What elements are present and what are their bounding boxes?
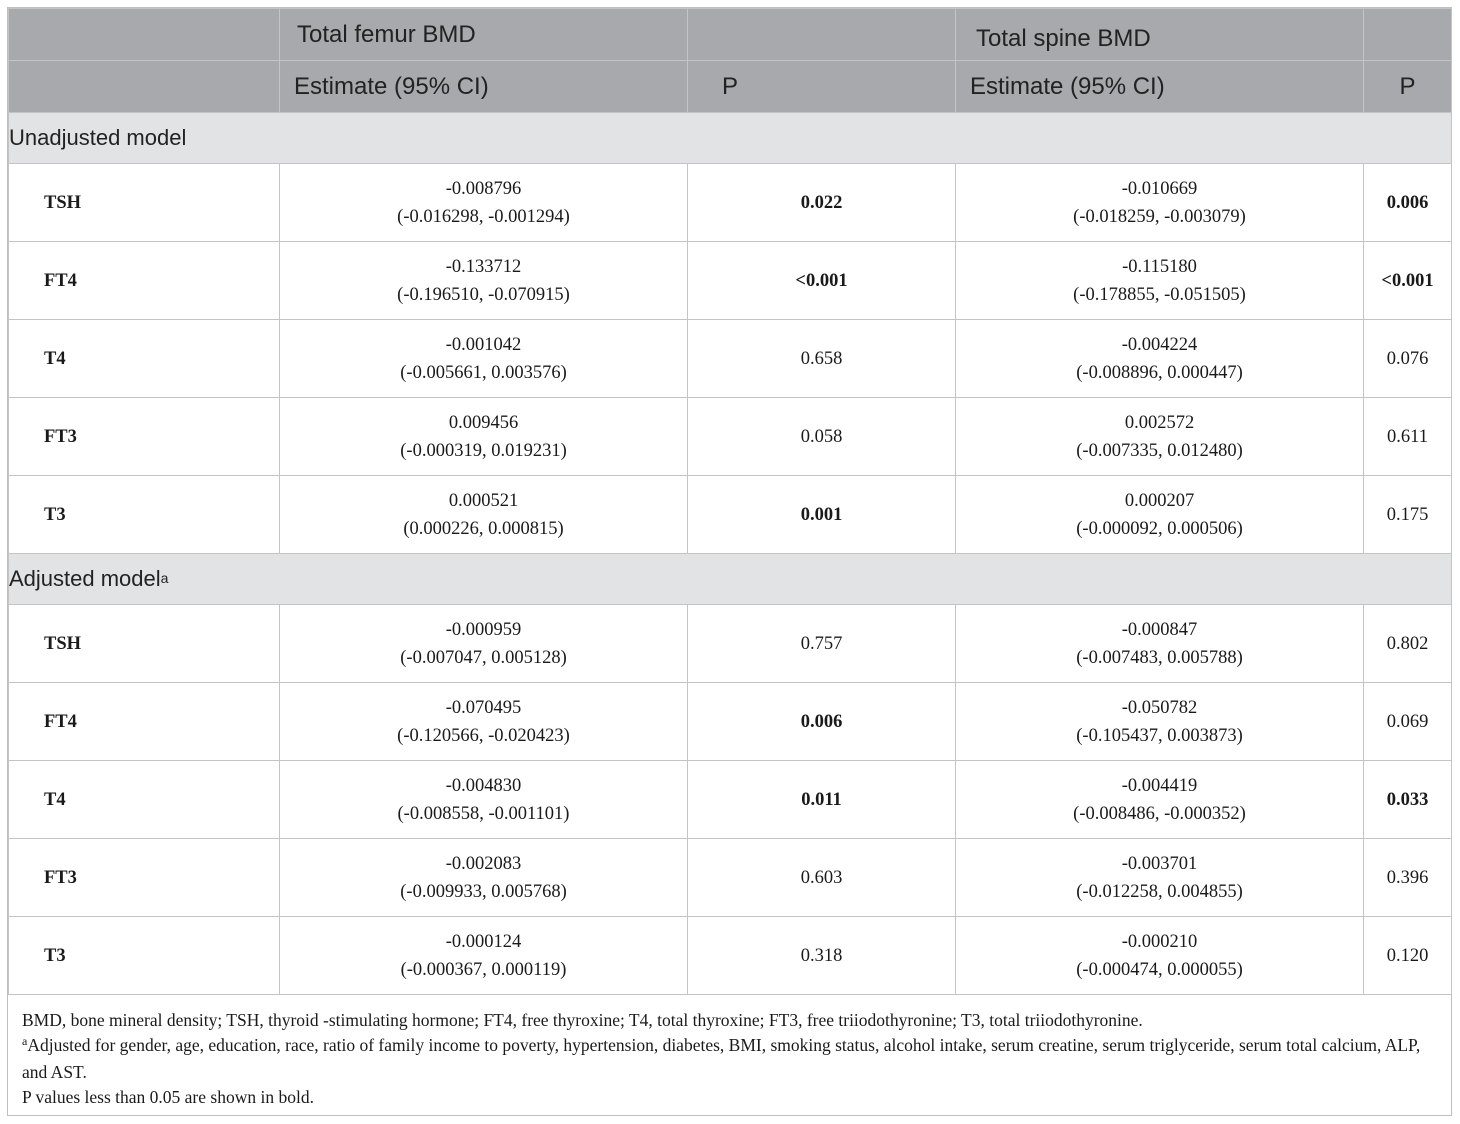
femur-estimate-cell (280, 839, 688, 917)
femur-estimate-cell (280, 605, 688, 683)
spine-p-cell: 0.033 (1364, 761, 1452, 839)
femur-estimate: -0.000124 (445, 931, 522, 952)
spine-estimate: -0.003701 (1121, 853, 1198, 874)
spine-estimate-cell (956, 320, 1364, 398)
spine-p-cell: 0.076 (1364, 320, 1452, 398)
femur-ci: (-0.008558, -0.001101) (397, 803, 570, 824)
variable-cell: FT3 (9, 398, 280, 476)
spine-ci: (-0.012258, 0.004855) (1076, 881, 1243, 902)
femur-estimate: -0.001042 (445, 334, 522, 355)
spine-estimate-cell (956, 917, 1364, 995)
spine-estimate-cell (956, 683, 1364, 761)
table-row (9, 242, 1452, 320)
spine-group-title: Total spine BMD (956, 9, 1364, 61)
variable-cell: FT4 (9, 242, 280, 320)
femur-estimate-cell (280, 242, 688, 320)
femur-ci: (-0.009933, 0.005768) (400, 881, 567, 902)
spine-estimate-header: Estimate (95% CI) (956, 61, 1364, 113)
femur-p-cell: 0.001 (688, 476, 956, 554)
spine-ci: (-0.008486, -0.000352) (1073, 803, 1246, 824)
spine-estimate-cell (956, 164, 1364, 242)
spine-estimate-cell (956, 605, 1364, 683)
header-blank-cell (1364, 9, 1452, 61)
adjusted-model-note (22, 1033, 1440, 1085)
femur-estimate: -0.002083 (445, 853, 522, 874)
spine-ci: (-0.007483, 0.005788) (1076, 647, 1243, 668)
spine-estimate-cell (956, 242, 1364, 320)
femur-ci: (-0.120566, -0.020423) (397, 725, 570, 746)
variable-cell: TSH (9, 164, 280, 242)
table-row (9, 683, 1452, 761)
femur-p-cell: 0.022 (688, 164, 956, 242)
table-footnotes (22, 1008, 1440, 1110)
spine-p-header: P (1364, 61, 1452, 113)
table-row (9, 164, 1452, 242)
femur-p-cell: 0.011 (688, 761, 956, 839)
femur-p-cell: 0.058 (688, 398, 956, 476)
spine-estimate-cell (956, 476, 1364, 554)
spine-estimate: -0.000210 (1121, 931, 1198, 952)
variable-cell: FT4 (9, 683, 280, 761)
spine-estimate: -0.115180 (1122, 256, 1197, 277)
femur-p-cell: 0.006 (688, 683, 956, 761)
table-row (9, 476, 1452, 554)
femur-p-cell: 0.603 (688, 839, 956, 917)
spine-p-cell: 0.006 (1364, 164, 1452, 242)
spine-estimate-cell (956, 398, 1364, 476)
table-row (9, 839, 1452, 917)
spine-estimate: 0.002572 (1124, 412, 1195, 433)
table-row (9, 761, 1452, 839)
header-blank-cell (9, 61, 280, 113)
section-title-text: Adjusted model (9, 566, 161, 591)
femur-p-cell: 0.318 (688, 917, 956, 995)
spine-ci: (-0.105437, 0.003873) (1076, 725, 1243, 746)
femur-estimate-cell (280, 320, 688, 398)
spine-estimate-cell (956, 839, 1364, 917)
femur-ci: (-0.000319, 0.019231) (400, 440, 567, 461)
results-table (8, 8, 1452, 995)
table-row (9, 398, 1452, 476)
spine-ci: (-0.007335, 0.012480) (1076, 440, 1243, 461)
spine-estimate: -0.004419 (1121, 775, 1198, 796)
header-blank-cell (9, 9, 280, 61)
spine-ci: (-0.000092, 0.000506) (1076, 518, 1243, 539)
section-title (9, 554, 1452, 605)
header-row-columns (9, 61, 1452, 113)
section-title-text: Unadjusted model (9, 125, 187, 150)
variable-cell: T3 (9, 476, 280, 554)
femur-ci: (-0.000367, 0.000119) (400, 959, 567, 980)
femur-estimate-cell (280, 398, 688, 476)
spine-estimate: -0.050782 (1121, 697, 1198, 718)
femur-estimate-cell (280, 761, 688, 839)
femur-p-cell: <0.001 (688, 242, 956, 320)
femur-estimate: 0.000521 (448, 490, 519, 511)
femur-p-header: P (688, 61, 956, 113)
femur-estimate: -0.000959 (445, 619, 522, 640)
femur-ci: (-0.007047, 0.005128) (400, 647, 567, 668)
spine-p-cell: 0.120 (1364, 917, 1452, 995)
spine-p-cell: <0.001 (1364, 242, 1452, 320)
femur-p-cell: 0.658 (688, 320, 956, 398)
section-title (9, 113, 1452, 164)
femur-p-cell: 0.757 (688, 605, 956, 683)
femur-ci: (-0.005661, 0.003576) (400, 362, 567, 383)
spine-p-cell: 0.175 (1364, 476, 1452, 554)
variable-cell: T4 (9, 320, 280, 398)
section-title-footnote-marker: a (160, 570, 169, 586)
femur-ci: (-0.196510, -0.070915) (397, 284, 570, 305)
femur-estimate-cell (280, 164, 688, 242)
bold-note: P values less than 0.05 are shown in bold. (22, 1087, 314, 1107)
femur-estimate: -0.133712 (445, 256, 522, 277)
spine-ci: (-0.018259, -0.003079) (1073, 206, 1246, 227)
femur-estimate: -0.070495 (445, 697, 522, 718)
section-row (9, 554, 1452, 605)
adjusted-note-text: Adjusted for gender, age, education, race, ratio of family income to poverty, hypertension, diabetes, BMI, smoking status, alcohol intake, serum creatine, serum triglyceride, serum total calcium, ALP, and AST. (22, 1035, 1421, 1082)
spine-ci: (-0.000474, 0.000055) (1076, 959, 1243, 980)
femur-group-title: Total femur BMD (280, 9, 688, 61)
header-blank-cell (688, 9, 956, 61)
table-row (9, 917, 1452, 995)
femur-estimate-cell (280, 917, 688, 995)
femur-estimate-cell (280, 683, 688, 761)
table-row (9, 320, 1452, 398)
femur-estimate: -0.008796 (445, 178, 522, 199)
spine-p-cell: 0.802 (1364, 605, 1452, 683)
abbreviations-note: BMD, bone mineral density; TSH, thyroid -stimulating hormone; FT4, free thyroxine; T4, total thyroxine; FT3, free triiodothyronine; T3, total triiodothyronine. (22, 1010, 1143, 1030)
footnote-marker: a (22, 1034, 28, 1048)
spine-p-cell: 0.396 (1364, 839, 1452, 917)
spine-p-cell: 0.069 (1364, 683, 1452, 761)
section-row (9, 113, 1452, 164)
femur-estimate-header: Estimate (95% CI) (280, 61, 688, 113)
spine-estimate: 0.000207 (1124, 490, 1195, 511)
spine-estimate-cell (956, 761, 1364, 839)
femur-estimate: 0.009456 (448, 412, 519, 433)
femur-ci: (-0.016298, -0.001294) (397, 206, 570, 227)
variable-cell: T4 (9, 761, 280, 839)
femur-ci: (0.000226, 0.000815) (403, 518, 564, 539)
spine-estimate: -0.004224 (1121, 334, 1198, 355)
header-row-groups (9, 9, 1452, 61)
spine-estimate: -0.010669 (1121, 178, 1198, 199)
variable-cell: FT3 (9, 839, 280, 917)
variable-cell: TSH (9, 605, 280, 683)
table-row (9, 605, 1452, 683)
femur-estimate: -0.004830 (445, 775, 522, 796)
femur-estimate-cell (280, 476, 688, 554)
spine-ci: (-0.008896, 0.000447) (1076, 362, 1243, 383)
spine-p-cell: 0.611 (1364, 398, 1452, 476)
variable-cell: T3 (9, 917, 280, 995)
spine-ci: (-0.178855, -0.051505) (1073, 284, 1246, 305)
spine-estimate: -0.000847 (1121, 619, 1198, 640)
